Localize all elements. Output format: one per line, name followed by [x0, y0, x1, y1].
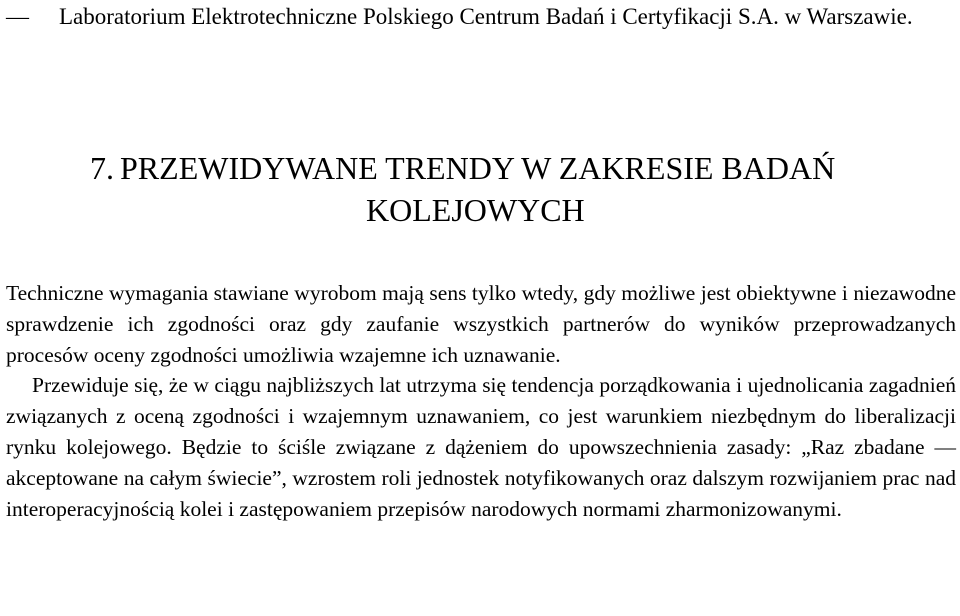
- section-title-line-1: PRZEWIDYWANE TRENDY W ZAKRESIE BADAŃ: [120, 150, 836, 186]
- section-title-line-2: KOLEJOWYCH: [366, 192, 585, 228]
- list-dash: —: [6, 4, 29, 29]
- section-body: [6, 278, 956, 524]
- paragraph-1: Techniczne wymagania stawiane wyrobom mają sens tylko wtedy, gdy możliwe jest obiektywne i niezawodne sprawdzenie ich zgodności oraz gdy zaufanie wszystkich partnerów do wyników przeprowadzanych procesów oceny zgodności umożliwia wzajemne ich uznawanie.: [6, 281, 956, 367]
- list-item-text: Laboratorium Elektrotechniczne Polskiego Centrum Badań i Certyfikacji S.A. w Warszawie.: [59, 4, 913, 29]
- section-number: 7.: [90, 150, 114, 186]
- list-item-laboratory: [6, 2, 956, 31]
- paragraph-2: Przewiduje się, że w ciągu najbliższych lat utrzyma się tendencja porządkowania i ujednolicania zagadnień związanych z oceną zgodności i wzajemnym uznawaniem, co jest warunkiem niezbędnym do liberalizacji rynku kolejowego. Będzie to ściśle związane z dążeniem do upowszechnienia zasady: „Raz zbadane — akceptowane na całym świecie”, wzrostem roli jednostek notyfikowanych oraz dalszym rozwijaniem prac nad interoperacyjnością kolei i zastępowaniem przepisów narodowych normami zharmonizowanymi.: [6, 373, 956, 521]
